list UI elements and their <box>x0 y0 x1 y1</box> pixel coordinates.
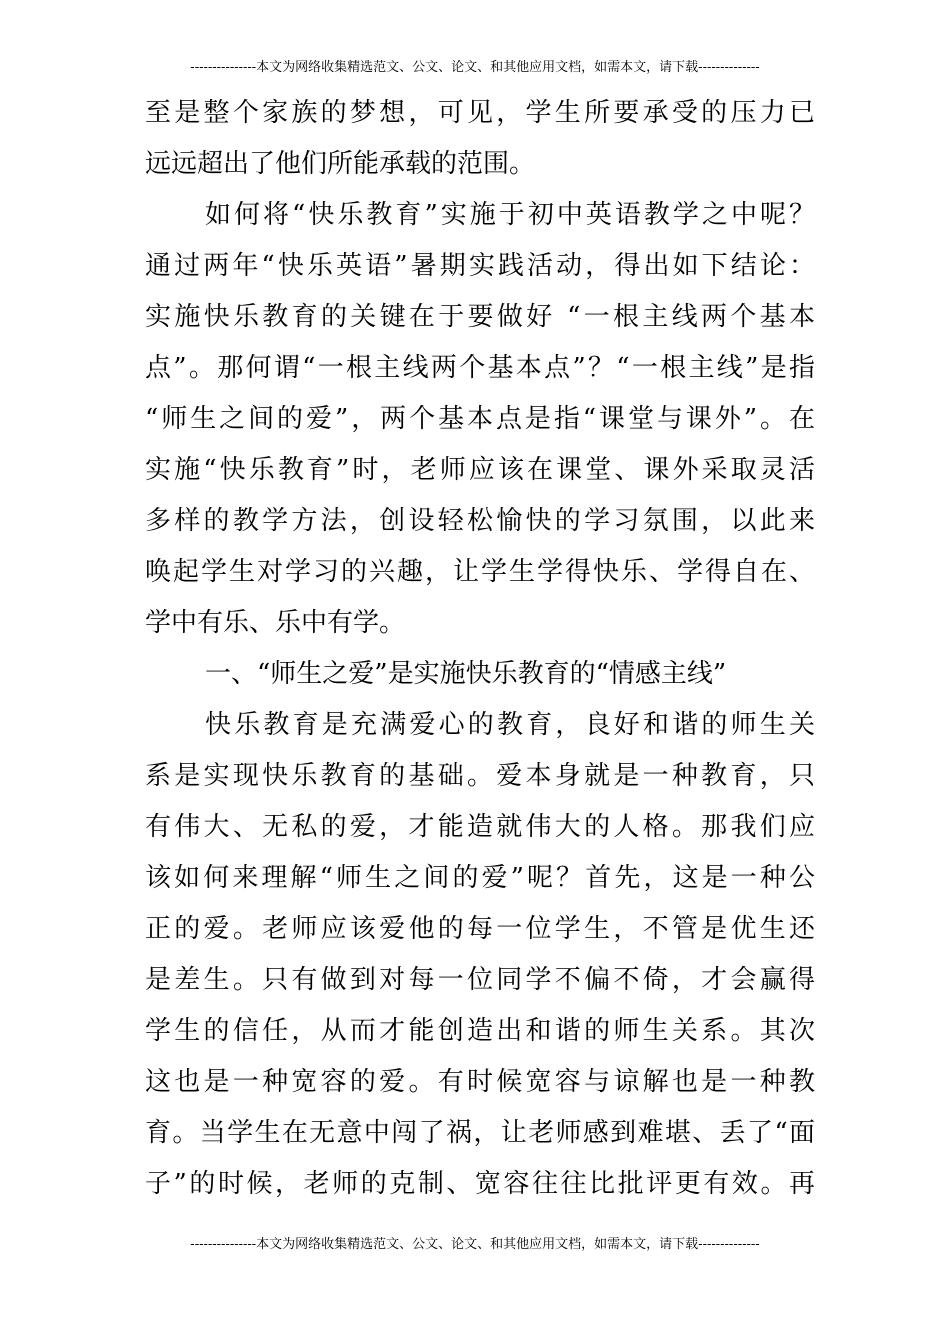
text-line: 育。当学生在无意中闯了祸，让老师感到难堪、丢了“面 <box>145 1118 815 1148</box>
text-line: 多样的教学方法，创设轻松愉快的学习氛围，以此来 <box>145 506 815 536</box>
text-line: 有伟大、无私的爱，才能造就伟大的人格。那我们应 <box>145 812 815 842</box>
text-line: 正的爱。老师应该爱他的每一位学生，不管是优生还 <box>145 914 815 944</box>
text-line: 学中有乐、乐中有学。 <box>145 608 406 638</box>
text-line: 远远超出了他们所能承载的范围。 <box>145 149 536 179</box>
text-line: 唤起学生对学习的兴趣，让学生学得快乐、学得自在、 <box>145 557 815 587</box>
text-line: 系是实现快乐教育的基础。爱本身就是一种教育，只 <box>145 761 815 791</box>
header-banner: ---------------本文为网络收集精选范文、公文、论文、和其他应用文档，如需本文，请下载-------------- <box>190 60 760 75</box>
text-line: 至是整个家族的梦想，可见，学生所要承受的压力已 <box>145 98 815 128</box>
text-line: 如何将“快乐教育”实施于初中英语教学之中呢？ <box>205 200 815 230</box>
footer-banner: ---------------本文为网络收集精选范文、公文、论文、和其他应用文档，如需本文，请下载-------------- <box>190 1237 760 1252</box>
document-body <box>145 88 815 1210</box>
text-line: 快乐教育是充满爱心的教育，良好和谐的师生关 <box>205 710 815 740</box>
text-line: 实施快乐教育的关键在于要做好 “一根主线两个基本 <box>145 302 815 332</box>
text-line: 是差生。只有做到对每一位同学不偏不倚，才会赢得 <box>145 965 815 995</box>
text-line: 实施“快乐教育”时，老师应该在课堂、课外采取灵活 <box>145 455 815 485</box>
text-line: 学生的信任，从而才能创造出和谐的师生关系。其次 <box>145 1016 815 1046</box>
text-line: 子”的时候，老师的克制、宽容往往比批评更有效。再 <box>145 1169 815 1199</box>
text-line: “师生之间的爱”，两个基本点是指“课堂与课外”。在 <box>145 404 815 434</box>
text-line: 这也是一种宽容的爱。有时候宽容与谅解也是一种教 <box>145 1067 815 1097</box>
text-line: 点”。那何谓“一根主线两个基本点”？“一根主线”是指 <box>145 353 815 383</box>
text-line: 通过两年“快乐英语”暑期实践活动，得出如下结论： <box>145 251 815 281</box>
text-line: 该如何来理解“师生之间的爱”呢？首先，这是一种公 <box>145 863 815 893</box>
text-line: 一、“师生之爱”是实施快乐教育的“情感主线” <box>205 659 727 689</box>
